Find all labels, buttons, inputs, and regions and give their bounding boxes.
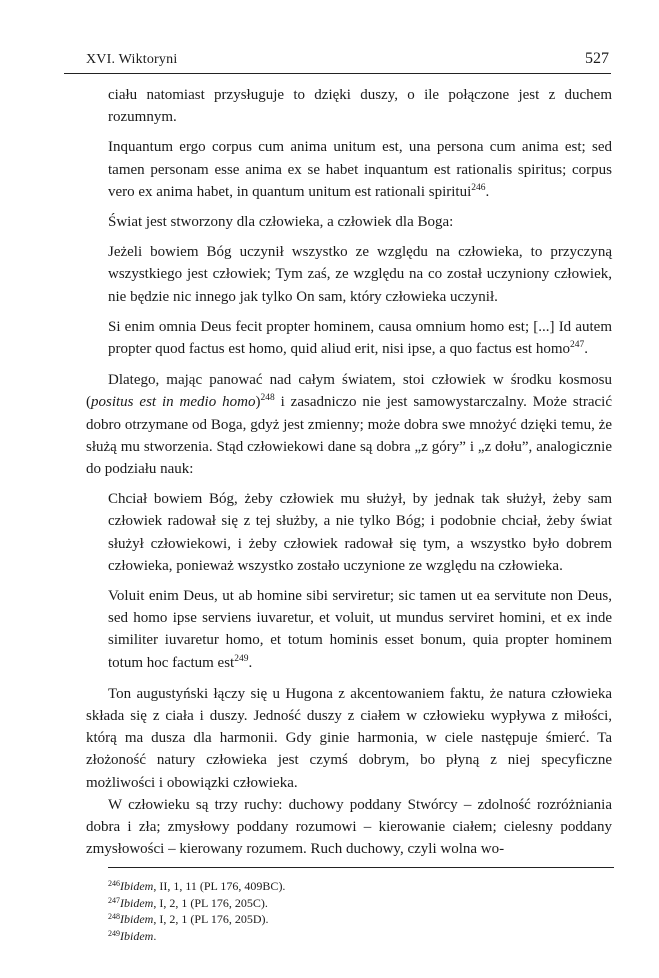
footnote-247 <box>108 895 608 912</box>
footnote-number: 247 <box>108 895 120 905</box>
footnote-ref-246: 246 <box>471 182 486 193</box>
footnote-citation: , II, 1, 11 (PL 176, 409BC). <box>153 879 286 893</box>
latin-quote-1-text: Inquantum ergo corpus cum anima unitum est, una persona cum anima est; sed tamen personam esse anima ex se habet inquantum est rationalis spiritus; corpus vero ex anima habet, in quantum unitum est rationali spiritui <box>108 139 612 200</box>
footnote-rule <box>108 867 614 868</box>
latin-quote-2-text: Si enim omnia Deus fecit propter hominem, causa omnium homo est; [...] Id autem propter quod factus est homo, quid aliud erit, nisi ipse, a quo factus est homo <box>108 318 612 358</box>
footnote-number: 249 <box>108 928 120 938</box>
running-header <box>64 50 611 72</box>
body-paragraph-2: Ton augustyński łączy się u Hugona z akcentowaniem faktu, że natura człowieka składa się z ciała i duszy. Jedność duszy z ciałem w człowieku wypływa z miłości, którą ma dusza dla harmonii. Gdy ginie harmonia, w ciele następuje śmierć. Ta złożoność natury człowieka jest czymś dobrym, bo płyną z niej specyficzne możliwości i obowiązki człowieka. <box>86 685 612 791</box>
body-paragraph-1-text-a: Dlatego, mając panować nad całym światem, stoi człowiek w środku kosmosu ( <box>86 372 612 411</box>
body-paragraph-1-text-c: i zasadniczo nie jest samowystarczalny. Może stracić dobro otrzymane od Boga, gdyż jest zmienny; może dobra swe mnożyć dzięki temu, że służą mu stworzenia. Stąd człowiekowi dane są dobra „z góry” i „z dołu”, analogicznie do podziału nauk: <box>86 394 612 478</box>
header-rule <box>64 73 611 74</box>
footnotes <box>108 878 608 944</box>
body-paragraph-1-text-b: ) <box>255 394 261 411</box>
footnote-source: Ibidem <box>120 928 154 943</box>
chapter-title: XVI. Wiktoryni <box>86 52 178 67</box>
main-text <box>86 84 612 861</box>
footnote-ref-249: 249 <box>234 653 249 664</box>
latin-quote-3-text: Voluit enim Deus, ut ab homine sibi serviretur; sic tamen ut ea servitute non Deus, sed homo ipse serviens iuvaretur, et voluit, ut mundus serviret homini, et ex inde similiter iuvaretur homo, et totum hominis esset bonum, quia propter hominem totum hoc factum est <box>108 588 612 671</box>
footnote-249 <box>108 928 608 945</box>
polish-quote-3: Chciał bowiem Bóg, żeby człowiek mu służył, by jednak tak służył, żeby sam człowiek radował się z tej służby, a nie tylko Bóg; i podobnie chciał, żeby świat służył człowiekowi, i żeby człowiek radował się tym, a wszystko było dobrem człowieka, ponieważ wszystko zostało uczynione ze względu na człowieka. <box>108 491 612 574</box>
footnote-246 <box>108 878 608 895</box>
latin-quote-1-end: . <box>485 183 490 200</box>
body-paragraph-3: W człowieku są trzy ruchy: duchowy poddany Stwórcy – zdolność rozróżniania dobra i zła; zmysłowy poddany rozumowi – kierowanie ciałem; cielesny poddany zmysłowości – kierowany rozumem. Ruch duchowy, czyli wolna wo- <box>86 796 612 858</box>
footnote-ref-247: 247 <box>570 340 585 351</box>
footnote-citation: , I, 2, 1 (PL 176, 205C). <box>153 895 268 910</box>
latin-quote-1 <box>86 136 612 203</box>
statement-world-created: Świat jest stworzony dla człowieka, a człowiek dla Boga: <box>108 214 454 231</box>
footnote-source: Ibidem <box>120 879 154 893</box>
quote-continuation: ciału natomiast przysługuje to dzięki duszy, o ile połączone jest z duchem rozumnym. <box>108 87 612 126</box>
footnote-citation: . <box>153 928 157 943</box>
footnote-source: Ibidem <box>120 912 154 926</box>
footnote-ref-248: 248 <box>260 393 275 404</box>
latin-quote-3 <box>86 585 612 674</box>
footnote-citation: , I, 2, 1 (PL 176, 205D). <box>153 912 269 926</box>
body-paragraph-1 <box>86 369 612 480</box>
latin-quote-2-end: . <box>584 341 588 358</box>
page-number: 527 <box>585 50 609 67</box>
latin-quote-3-end: . <box>248 654 253 671</box>
body-paragraph-1-italic: positus est in medio homo <box>91 394 256 411</box>
footnote-248 <box>108 911 608 928</box>
footnote-number: 248 <box>108 912 120 921</box>
polish-quote-2: Jeżeli bowiem Bóg uczynił wszystko ze względu na człowieka, to przyczyną wszystkiego jest człowiek; Tym zaś, ze względu na co został uczyniony człowiek, nie będzie nic innego jak tylko On sam, który człowieka uczynił. <box>108 244 612 305</box>
latin-quote-2 <box>86 316 612 360</box>
footnote-number: 246 <box>108 879 120 888</box>
footnote-source: Ibidem <box>120 895 154 910</box>
